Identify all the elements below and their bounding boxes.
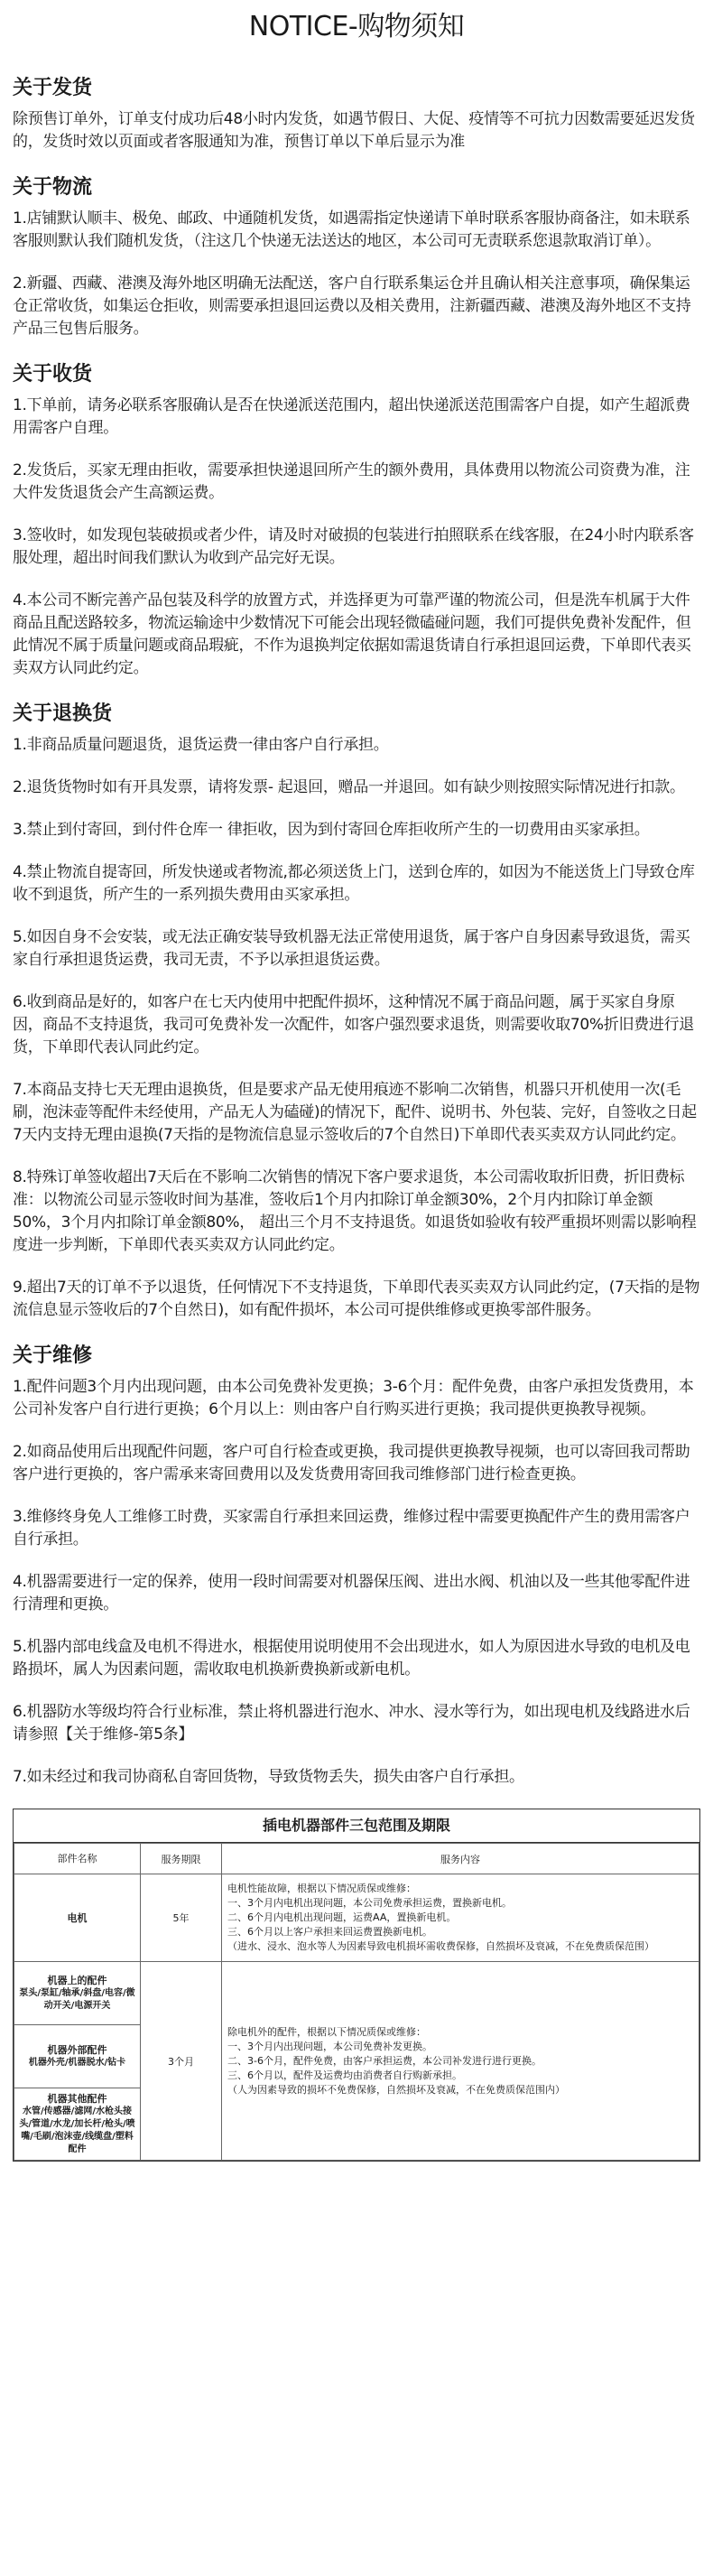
parts-content-line: 除电机外的配件，根据以下情况质保或维修： <box>227 2025 426 2038</box>
part-name-cell <box>14 2088 141 2161</box>
table-header-row <box>14 1844 699 1874</box>
section-paragraph: 1.下单前，请务必联系客服确认是否在快递派送范围内，超出快递派送范围需客户自提，如产生超派费用需客户自理。 <box>13 396 690 437</box>
section <box>13 700 700 1322</box>
page-title: NOTICE-购物须知 <box>248 11 465 42</box>
header-service-content: 服务内容 <box>222 1844 699 1874</box>
part-name: 机器上的配件 <box>47 1975 107 1986</box>
section <box>13 360 700 680</box>
motor-content-line: 二、6个月内电机出现问题，运费AA，置换新电机。 <box>227 1911 457 1923</box>
motor-content-line: 三、6个月以上客户承担来回运费置换新电机。 <box>227 1926 432 1938</box>
section-paragraph: 2.如商品使用后出现配件问题，客户可自行检查或更换，我司提供更换教导视频，也可以寄回我司帮助客户进行更换的，客户需承来寄回费用以及发货费用寄回我司维修部门进行检查更换。 <box>13 1443 690 1483</box>
section-heading: 关于维修 <box>13 1344 93 1367</box>
table-row-motor <box>14 1874 699 1962</box>
section-heading: 关于发货 <box>13 77 93 99</box>
section-paragraph: 7.本商品支持七天无理由退换货，但是要求产品无使用痕迹不影响二次销售，机器只开机使用一次(毛刷，泡沫壶等配件未经使用，产品无人为磕碰)的情况下，配件、说明书、外包装、完好，自签收之日起7天内支持无理由退换(7天指的是物流信息显示签收后的7个自然日)下单即代表买卖双方认同此约定。 <box>13 1081 697 1144</box>
motor-name-cell <box>14 1874 141 1962</box>
section <box>13 1342 700 1789</box>
section-paragraph: 2.发货后，买家无理由拒收，需要承担快递退回所产生的额外费用，具体费用以物流公司资费为准，注大件发货退货会产生高额运费。 <box>13 461 690 502</box>
section-paragraph: 6.收到商品是好的，如客户在七天内使用中把配件损坏，这种情况不属于商品问题，属于买家自身原因，商品不支持退货，我司可免费补发一次配件，如客户强烈要求退货，则需要收取70%折旧费进行退货，下单即代表认同此约定。 <box>13 993 694 1056</box>
section-paragraph: 2.新疆、西藏、港澳及海外地区明确无法配送，客户自行联系集运仓并且确认相关注意事项，确保集运仓正常收货，如集运仓拒收，则需要承担退回运费以及相关费用，注新疆西藏、港澳及海外地区不支持产品三包售后服务。 <box>13 274 691 338</box>
parts-content-cell <box>222 1962 699 2161</box>
parts-period-cell: 3个月 <box>141 1962 222 2161</box>
section-paragraph: 7.如未经过和我司协商私自寄回货物，导致货物丢失，损失由客户自行承担。 <box>13 1768 524 1786</box>
section-paragraph: 5.机器内部电线盒及电机不得进水，根据使用说明使用不会出现进水，如人为原因进水导致的电机及电路损坏，属人为因素问题，需收取电机换新费换新或新电机。 <box>13 1638 690 1679</box>
motor-content-line: 电机性能故障，根据以下情况质保或维修： <box>227 1883 416 1894</box>
motor-name: 电机 <box>67 1911 88 1924</box>
table-row <box>14 1962 699 2025</box>
parts-content-line: 三、6个月以，配件及运费均由消费者自行购新承担。 <box>227 2069 462 2081</box>
section-paragraph: 3.签收时，如发现包装破损或者少件，请及时对破损的包装进行拍照联系在线客服，在24小时内联系客服处理，超出时间我们默认为收到产品完好无误。 <box>13 526 694 567</box>
part-detail: 水管/传感器/滤网/水枪头接头/管道/水龙/加长杆/枪头/喷嘴/毛刷/泡沫壶/线缆盘/塑料配件 <box>19 2106 135 2154</box>
motor-content-cell <box>222 1874 699 1962</box>
section-heading: 关于退换货 <box>13 702 113 725</box>
part-name-cell <box>14 1962 141 2025</box>
section-paragraph: 除预售订单外，订单支付成功后48小时内发货，如遇节假日、大促、疫情等不可抗力因数需要延迟发货的，发货时效以页面或者客服通知为准，预售订单以下单后显示为准 <box>13 110 695 151</box>
section-paragraph: 4.禁止物流自提寄回，所发快递或者物流,都必须送货上门，送到仓库的，如因为不能送货上门导致仓库收不到退货，所产生的一系列损失费用由买家承担。 <box>13 863 695 904</box>
parts-content-line: 一、3个月内出现问题，本公司免费补发更换。 <box>227 2040 432 2052</box>
header-service-period: 服务期限 <box>141 1844 222 1874</box>
section-paragraph: 3.禁止到付寄回，到付件仓库一 律拒收，因为到付寄回仓库拒收所产生的一切费用由买家承担。 <box>13 821 650 839</box>
section-paragraph: 6.机器防水等级均符合行业标准，禁止将机器进行泡水、冲水、浸水等行为，如出现电机及线路进水后请参照【关于维修-第5条】 <box>13 1703 690 1744</box>
section <box>13 173 700 340</box>
warranty-grid <box>14 1843 699 2161</box>
part-detail: 机器外壳/机器脱水/钻卡 <box>28 2058 126 2068</box>
section <box>13 74 700 153</box>
section-heading: 关于物流 <box>13 176 93 199</box>
part-name-cell <box>14 2025 141 2088</box>
section-paragraph: 4.机器需要进行一定的保养，使用一段时间需要对机器保压阀、进出水阀、机油以及一些其他零配件进行清理和更换。 <box>13 1573 690 1613</box>
section-paragraph: 1.非商品质量问题退货，退货运费一律由客户自行承担。 <box>13 736 389 754</box>
parts-content-line: （人为因素导致的损坏不免费保修，自然损坏及衰减，不在免费质保范围内） <box>227 2083 565 2096</box>
section-paragraph: 5.如因自身不会安装，或无法正确安装导致机器无法正常使用退货，属于客户自身因素导致退货，需买家自行承担退货运费，我司无责，不予以承担退货运费。 <box>13 928 690 969</box>
warranty-table-title: 插电机器部件三包范围及期限 <box>14 1809 699 1843</box>
motor-period-cell: 5年 <box>141 1874 222 1962</box>
part-detail: 泵头/泵缸/轴承/斜盘/电容/微动开关/电源开关 <box>19 1988 135 2011</box>
section-paragraph: 9.超出7天的订单不予以退货，任何情况下不支持退货，下单即代表买卖双方认同此约定，(7天指的是物流信息显示签收后的7个自然日)，如有配件损坏，本公司可提供维修或更换零部件服务。 <box>13 1279 700 1319</box>
motor-content-line: （进水、浸水、泡水等人为因素导致电机损坏需收费保修，自然损坏及衰减，不在免费质保范围） <box>227 1940 654 1952</box>
part-name: 机器外部配件 <box>47 2044 107 2056</box>
section-paragraph: 2.退货货物时如有开具发票，请将发票- 起退回，赠品一并退回。如有缺少则按照实际情况进行扣款。 <box>13 778 685 796</box>
section-paragraph: 1.店铺默认顺丰、极免、邮政、中通随机发货，如遇需指定快递请下单时联系客服协商备注，如未联系客服则默认我们随机发货，（注这几个快递无法送达的地区，本公司可无责联系您退款取消订单）。 <box>13 209 690 250</box>
motor-content-line: 一、3个月内电机出现问题，本公司免费承担运费，置换新电机。 <box>227 1897 512 1909</box>
section-paragraph: 1.配件问题3个月内出现问题，由本公司免费补发更换；3-6个月：配件免费，由客户承担发货费用，本公司补发客户自行进行更换；6个月以上：则由客户自行购买进行更换；我司提供更换教导视频。 <box>13 1378 694 1418</box>
section-paragraph: 3.维修终身免人工维修工时费，买家需自行承担来回运费，维修过程中需要更换配件产生的费用需客户自行承担。 <box>13 1508 690 1548</box>
section-paragraph: 8.特殊订单签收超出7天后在不影响二次销售的情况下客户要求退货，本公司需收取折旧费，折旧费标准：以物流公司显示签收时间为基准，签收后1个月内扣除订单金额30%，2个月内扣除订单金额50%，3个月内扣除订单金额80%， 超出三个月不支持退货。如退货如验收有较严重损坏则需以影响程度进一步判断，下单即代表买卖双方认同此约定。 <box>13 1168 697 1254</box>
parts-content-line: 二、3-6个月，配件免费，由客户承担运费，本公司补发进行进行更换。 <box>227 2054 542 2067</box>
warranty-table <box>13 1809 700 2162</box>
section-paragraph: 4.本公司不断完善产品包装及科学的放置方式，并选择更为可靠严谨的物流公司，但是洗车机属于大件商品且配送路较多，物流运输途中少数情况下可能会出现轻微磕碰问题，我们可提供免费补发配件，但此情况不属于质量问题或商品瑕疵，不作为退换判定依据如需退货请自行承担退回运费，下单即代表买卖双方认同此约定。 <box>13 591 691 677</box>
sections-container <box>13 74 700 1789</box>
header-part-name: 部件名称 <box>14 1844 141 1874</box>
part-name: 机器其他配件 <box>47 2093 107 2105</box>
section-heading: 关于收货 <box>13 363 93 386</box>
